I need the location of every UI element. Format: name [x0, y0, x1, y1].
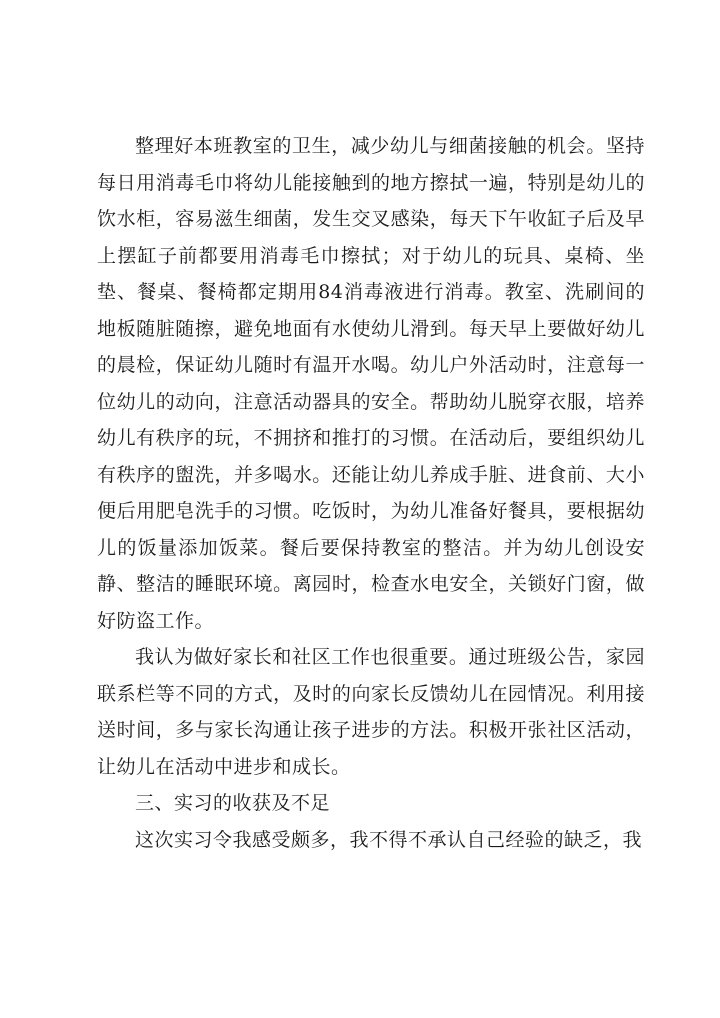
paragraph-closing: 这次实习令我感受颇多，我不得不承认自己经验的缺乏，我	[135, 828, 643, 851]
paragraph-classroom-hygiene: 整理好本班教室的卫生，减少幼儿与细菌接触的机会。坚持每日用消毒毛巾将幼儿能接触到的地方擦拭一遍，特别是幼儿的饮水柜，容易滋生细菌，发生交叉感染，每天下午收缸子后及早上摆缸子前都要用消毒毛巾擦拭；对于幼儿的玩具、桌椅、坐垫、餐桌、餐椅都定期用84消毒液进行消毒。教室、洗刷间的地板随脏随擦，避免地面有水使幼儿滑到。每天早上要做好幼儿的晨检，保证幼儿随时有温开水喝。幼儿户外活动时，注意每一位幼儿的动向，注意活动器具的安全。帮助幼儿脱穿衣服，培养幼儿有秩序的玩，不拥挤和推打的习惯。在活动后，要组织幼儿有秩序的盥洗，并多喝水。还能让幼儿养成手脏、进食前、大小便后用肥皂洗手的习惯。吃饭时，为幼儿准备好餐具，要根据幼儿的饭量添加饭菜。餐后要保持教室的整洁。并为幼儿创设安静、整洁的睡眠环境。离园时，检查水电安全，关锁好门窗，做好防盗工作。	[97, 135, 645, 632]
section-heading: 三、实习的收获及不足	[135, 792, 331, 814]
document-body	[97, 128, 645, 858]
paragraph-parent-community: 我认为做好家长和社区工作也很重要。通过班级公告，家园联系栏等不同的方式，及时的向家长反馈幼儿在园情况。利用接送时间，多与家长沟通让孩子进步的方法。积极开张社区活动，让幼儿在活动中进步和成长。	[97, 646, 645, 778]
